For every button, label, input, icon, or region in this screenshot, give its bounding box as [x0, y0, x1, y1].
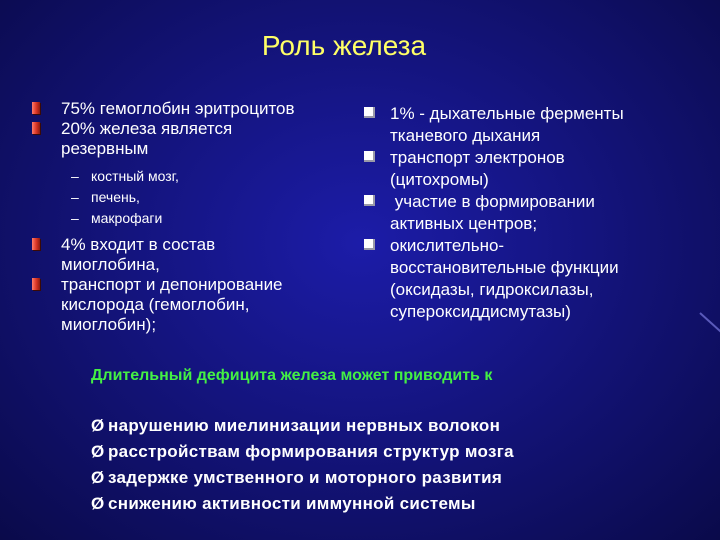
item-line: транспорт электронов — [390, 148, 565, 167]
item-line: окислительно- — [390, 236, 505, 255]
effect-item — [91, 413, 691, 439]
arrow-bullet-icon: Ø — [91, 442, 105, 461]
left-column — [31, 99, 351, 335]
effect-text: расстройствам формирования структур мозга — [108, 442, 514, 461]
dash-bullet: – — [71, 189, 79, 205]
item-line: 20% железа является — [61, 119, 233, 138]
left-item — [31, 119, 351, 159]
left-item — [31, 275, 351, 335]
effects-list — [91, 413, 691, 517]
arrow-bullet-icon: Ø — [91, 468, 105, 487]
item-line: кислорода (гемоглобин, — [61, 295, 250, 314]
sub-item-text: костный мозг, — [91, 168, 179, 184]
effect-item — [91, 465, 691, 491]
square-bullet-icon — [32, 102, 40, 114]
item-line: участие в формировании — [390, 192, 595, 211]
right-item — [364, 103, 694, 147]
checkbox-bullet-icon — [364, 151, 375, 162]
item-line: 1% - дыхательные ферменты — [390, 104, 624, 123]
right-item — [364, 147, 694, 191]
effect-text: задержке умственного и моторного развития — [108, 468, 503, 487]
item-line: миоглобин); — [61, 315, 157, 334]
arrow-bullet-icon: Ø — [91, 416, 105, 435]
deficit-heading: Длительный дефицита железа может приводить к — [91, 367, 493, 384]
right-item — [364, 191, 694, 235]
left-item — [31, 235, 351, 275]
item-line: транспорт и депонирование — [61, 275, 283, 294]
item-line: (оксидазы, гидроксилазы, — [390, 280, 594, 299]
item-line: супероксиддисмутазы) — [390, 302, 571, 321]
item-line: восстановительные функции — [390, 258, 619, 277]
dash-bullet: – — [71, 168, 79, 184]
effect-item — [91, 491, 691, 517]
sub-item-text: макрофаги — [91, 210, 163, 226]
dash-bullet: – — [71, 210, 79, 226]
item-line: тканевого дыхания — [390, 126, 541, 145]
effect-text: снижению активности иммунной системы — [108, 494, 476, 513]
sub-item — [31, 166, 351, 187]
right-item — [364, 235, 694, 323]
effect-text: нарушению миелинизации нервных волокон — [108, 416, 501, 435]
item-line: миоглобина, — [61, 255, 160, 274]
slide-title: Роль железа — [261, 30, 427, 61]
sub-item — [31, 187, 351, 208]
decorative-line — [699, 312, 720, 340]
square-bullet-icon — [32, 238, 40, 250]
item-line: (цитохромы) — [390, 170, 489, 189]
square-bullet-icon — [32, 122, 40, 134]
item-line: 75% гемоглобин эритроцитов — [61, 99, 295, 118]
left-item — [31, 99, 351, 119]
item-line: активных центров; — [390, 214, 538, 233]
checkbox-bullet-icon — [364, 239, 375, 250]
sub-item — [31, 208, 351, 229]
right-column — [364, 103, 694, 323]
effect-item — [91, 439, 691, 465]
sub-item-text: печень, — [91, 189, 140, 205]
item-line: 4% входит в состав — [61, 235, 216, 254]
checkbox-bullet-icon — [364, 195, 375, 206]
arrow-bullet-icon: Ø — [91, 494, 105, 513]
checkbox-bullet-icon — [364, 107, 375, 118]
square-bullet-icon — [32, 278, 40, 290]
item-line: резервным — [61, 139, 149, 158]
